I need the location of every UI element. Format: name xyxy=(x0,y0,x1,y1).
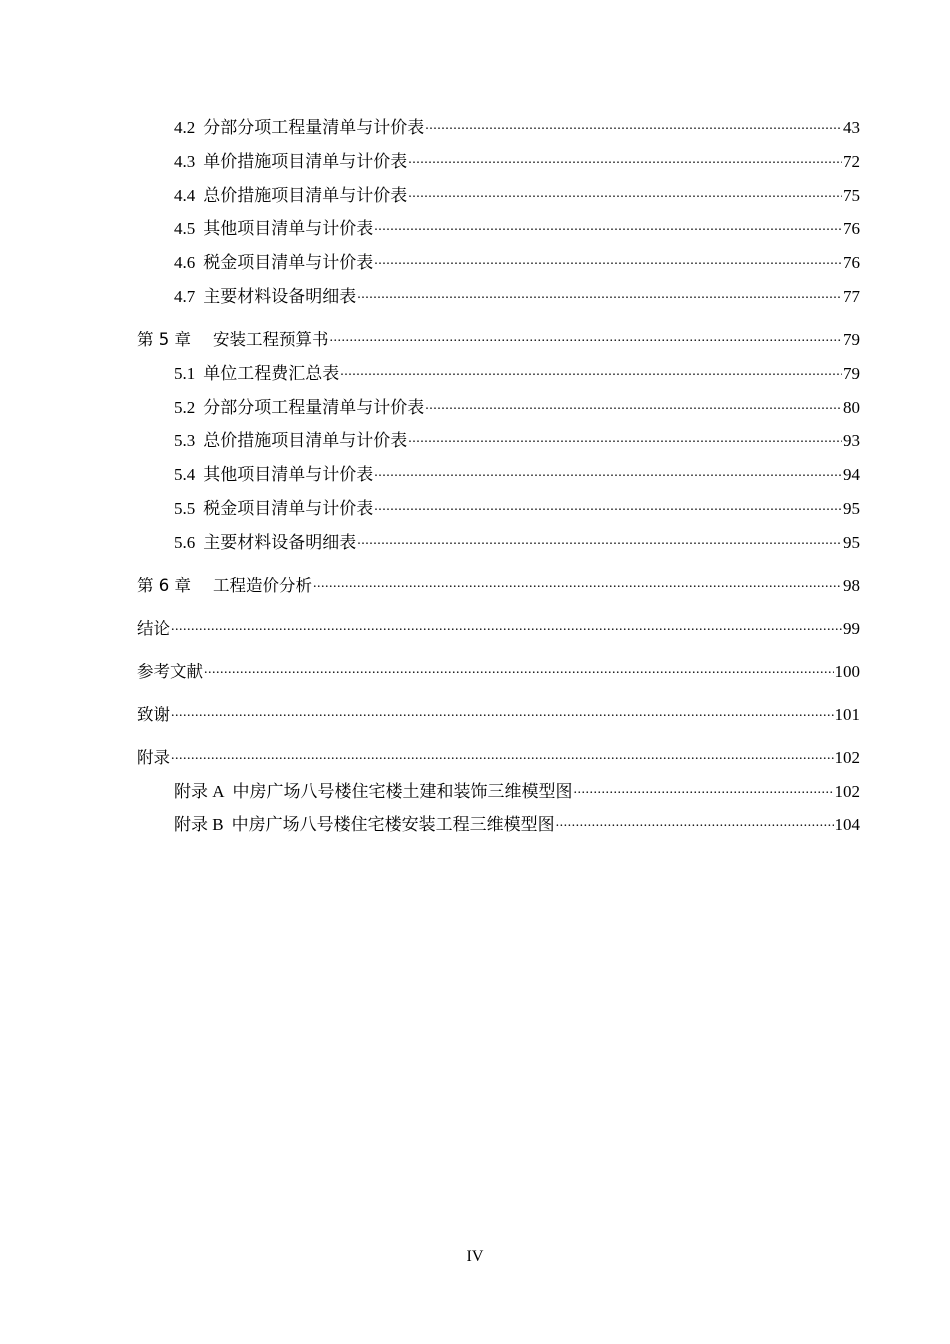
toc-entry-acknowledgements[interactable] xyxy=(137,703,860,725)
toc-entry-references[interactable] xyxy=(137,660,860,682)
toc-entry-title: 税金项目清单与计价表 xyxy=(203,498,374,518)
toc-entry-4-3[interactable] xyxy=(137,150,860,172)
toc-entry-number: 4.5 xyxy=(174,219,196,239)
toc-entry-page: 102 xyxy=(834,747,860,767)
toc-entry-page: 95 xyxy=(843,532,860,552)
toc-entry-number: 4.4 xyxy=(174,185,196,205)
toc-entry-page: 100 xyxy=(834,661,860,681)
toc-entry-appendix-b[interactable] xyxy=(137,813,860,835)
toc-entry-title: 附录 xyxy=(137,747,170,767)
toc-entry-page: 94 xyxy=(843,465,860,485)
toc-entry-number: 5.4 xyxy=(174,465,196,485)
toc-entry-page: 95 xyxy=(843,498,860,518)
toc-entry-title: 致谢 xyxy=(137,704,170,724)
toc-entry-4-2[interactable] xyxy=(137,116,860,138)
toc-entry-page: 75 xyxy=(843,185,860,205)
toc-entry-number: 5.5 xyxy=(174,498,196,518)
toc-entry-title: 单位工程费汇总表 xyxy=(203,363,340,383)
toc-entry-number: 5.3 xyxy=(174,431,196,451)
toc-entry-number: 4.3 xyxy=(174,151,196,171)
toc-entry-number: 5.1 xyxy=(174,363,196,383)
toc-entry-title: 总价措施项目清单与计价表 xyxy=(203,431,408,451)
toc-entry-5-5[interactable] xyxy=(137,497,860,519)
toc-entry-title: 主要材料设备明细表 xyxy=(203,286,357,306)
toc-entry-page: 43 xyxy=(843,118,860,137)
dot-leader xyxy=(574,780,834,797)
dot-leader xyxy=(357,531,842,548)
toc-entry-page: 102 xyxy=(834,781,860,801)
toc-entry-page: 79 xyxy=(843,363,860,383)
toc-entry-title: 分部分项工程量清单与计价表 xyxy=(203,397,425,417)
toc-entry-4-6[interactable] xyxy=(137,251,860,273)
dot-leader xyxy=(408,150,842,167)
dot-leader xyxy=(374,251,842,268)
toc-entry-number: 5.6 xyxy=(174,532,196,552)
toc-entry-title: 其他项目清单与计价表 xyxy=(203,465,374,485)
toc-entry-chapter-6[interactable] xyxy=(137,574,860,596)
toc-entry-title: 单价措施项目清单与计价表 xyxy=(203,151,408,171)
toc-entry-appendix[interactable] xyxy=(137,746,860,768)
page-number: IV xyxy=(466,1248,484,1265)
toc-entry-title: 工程造价分析 xyxy=(213,575,312,595)
toc-entry-5-2[interactable] xyxy=(137,396,860,418)
toc-entry-number: 第 6 章 xyxy=(137,575,191,595)
dot-leader xyxy=(171,746,834,763)
toc-entry-number: 5.2 xyxy=(174,397,196,417)
toc-entry-5-3[interactable] xyxy=(137,429,860,451)
toc-entry-title: 总价措施项目清单与计价表 xyxy=(203,185,408,205)
dot-leader xyxy=(556,813,834,830)
toc-entry-page: 99 xyxy=(843,618,860,638)
dot-leader xyxy=(204,660,834,677)
toc-entry-page: 79 xyxy=(843,329,860,349)
toc-entry-4-5[interactable] xyxy=(137,217,860,239)
toc-entry-number: 附录 A xyxy=(174,781,225,801)
toc-entry-page: 80 xyxy=(843,397,860,417)
toc-entry-page: 98 xyxy=(843,575,860,595)
dot-leader xyxy=(408,429,842,446)
dot-leader xyxy=(408,184,842,201)
toc-entry-page: 76 xyxy=(843,253,860,273)
toc-entry-5-4[interactable] xyxy=(137,463,860,485)
toc-entry-number: 4.2 xyxy=(174,118,196,137)
toc-entry-4-4[interactable] xyxy=(137,184,860,206)
toc-entry-title: 结论 xyxy=(137,618,170,638)
toc-entry-page: 76 xyxy=(843,219,860,239)
toc-entry-number: 4.7 xyxy=(174,286,196,306)
dot-leader xyxy=(374,497,842,514)
toc-entry-title: 税金项目清单与计价表 xyxy=(203,253,374,273)
toc-entry-title: 分部分项工程量清单与计价表 xyxy=(203,118,425,137)
dot-leader xyxy=(374,217,842,234)
toc-entry-appendix-a[interactable] xyxy=(137,780,860,802)
dot-leader xyxy=(171,703,834,720)
toc-entry-number: 第 5 章 xyxy=(137,329,191,349)
toc-entry-title: 安装工程预算书 xyxy=(213,329,329,349)
dot-leader xyxy=(330,328,843,345)
dot-leader xyxy=(357,285,842,302)
toc-entry-title: 中房广场八号楼住宅楼安装工程三维模型图 xyxy=(231,815,555,835)
toc-entry-title: 中房广场八号楼住宅楼土建和装饰三维模型图 xyxy=(232,781,573,801)
dot-leader xyxy=(374,463,842,480)
toc-entry-chapter-5[interactable] xyxy=(137,328,860,350)
dot-leader xyxy=(340,362,842,379)
toc-entry-title: 其他项目清单与计价表 xyxy=(203,219,374,239)
toc-entry-page: 77 xyxy=(843,286,860,306)
toc-entry-conclusion[interactable] xyxy=(137,617,860,639)
dot-leader xyxy=(425,116,842,133)
dot-leader xyxy=(171,617,842,634)
toc-entry-title: 参考文献 xyxy=(137,661,203,681)
table-of-contents xyxy=(137,116,860,847)
toc-entry-number: 附录 B xyxy=(174,815,224,835)
toc-entry-page: 104 xyxy=(834,815,860,835)
toc-entry-page: 72 xyxy=(843,151,860,171)
toc-entry-4-7[interactable] xyxy=(137,285,860,307)
toc-entry-5-6[interactable] xyxy=(137,531,860,553)
toc-entry-5-1[interactable] xyxy=(137,362,860,384)
toc-entry-number: 4.6 xyxy=(174,253,196,273)
dot-leader xyxy=(425,396,842,413)
toc-entry-page: 93 xyxy=(843,431,860,451)
toc-entry-title: 主要材料设备明细表 xyxy=(203,532,357,552)
toc-entry-page: 101 xyxy=(834,704,860,724)
dot-leader xyxy=(313,574,842,591)
